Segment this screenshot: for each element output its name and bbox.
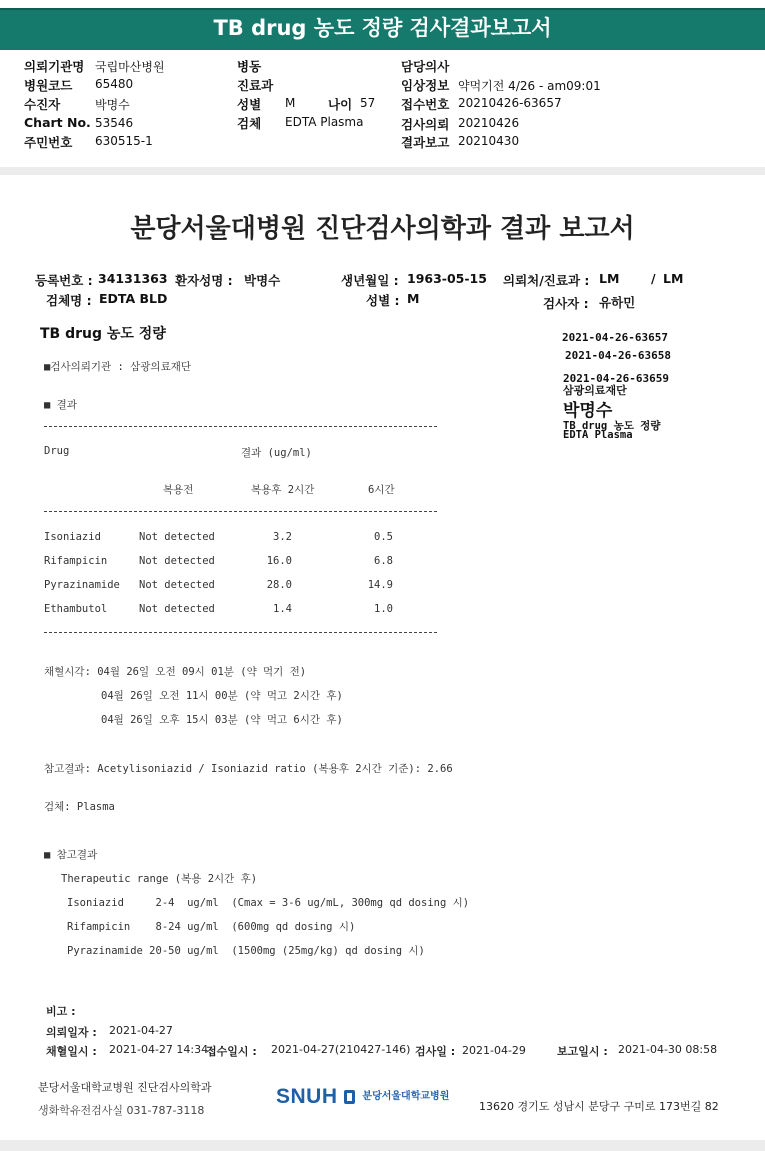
- value-6h: 6.8: [374, 555, 393, 567]
- specimen-name-label: 검체명 :: [46, 293, 92, 308]
- report-time-label: 보고일시 :: [557, 1045, 608, 1058]
- drug-name: Isoniazid: [44, 531, 101, 543]
- stamp-line-2: 2021-04-26-63658: [565, 349, 671, 362]
- patient-name-label: 환자성명 :: [175, 273, 233, 288]
- separator-band: [0, 167, 765, 175]
- stamp-line-3: 2021-04-26-63659: [563, 372, 669, 385]
- test-title: TB drug 농도 정량: [40, 326, 166, 342]
- logo-text: SNUH: [276, 1085, 338, 1108]
- specimen-name-value: EDTA BLD: [99, 291, 168, 306]
- clinical-info-label: 임상정보: [401, 78, 450, 93]
- age-label: 나이: [328, 97, 353, 112]
- value-6h: 0.5: [374, 531, 393, 543]
- col-6h-header: 6시간: [368, 484, 395, 496]
- draw-time-label: 채혈일시 :: [46, 1045, 97, 1058]
- stamp-lab: 삼광의료재단: [563, 384, 627, 397]
- patient-name-value: 박명수: [244, 273, 281, 288]
- requester-value-1: LM: [599, 271, 620, 286]
- value-2h: 1.4: [273, 603, 292, 615]
- result-report-value: 20210430: [458, 134, 520, 148]
- test-date-label: 검사일 :: [415, 1045, 456, 1058]
- remark-label: 비고 :: [46, 1005, 76, 1018]
- hospital-value: 국립마산병원: [95, 60, 165, 74]
- drug-name: Pyrazinamide: [44, 579, 120, 591]
- dept-label: 진료과: [237, 78, 274, 93]
- examiner-value: 유하민: [599, 295, 636, 310]
- value-2h: 16.0: [266, 555, 292, 567]
- age-value: 57: [360, 96, 376, 110]
- examinee-value: 박명수: [95, 98, 130, 112]
- stamp-line-1: 2021-04-26-63657: [562, 331, 668, 344]
- logo-subtext: 분당서울대학교병원: [362, 1091, 450, 1102]
- sampling-time-3: 04월 26일 오후 15시 03분 (약 먹고 6시간 후): [101, 714, 343, 726]
- sex-label-2: 성별 :: [366, 293, 400, 308]
- dob-value: 1963-05-15: [407, 271, 487, 286]
- range-rifampicin: Rifampicin 8-24 ug/ml (600mg qd dosing 시): [67, 921, 356, 933]
- banner-title: TB drug 농도 정량 검사결과보고서: [213, 16, 552, 40]
- chart-no-label: Chart No.: [24, 115, 91, 130]
- draw-time-value: 2021-04-27 14:34: [109, 1043, 209, 1056]
- receipt-time-value: 2021-04-27(210427-146): [271, 1043, 411, 1056]
- resident-no-label: 주민번호: [24, 135, 73, 150]
- specimen-label: 검체: [237, 116, 262, 131]
- sampling-time-1: 채혈시각: 04월 26일 오전 09시 01분 (약 먹기 전): [44, 666, 307, 678]
- range-pyrazinamide: Pyrazinamide 20-50 ug/ml (1500mg (25mg/kg) qd dosing 시): [67, 945, 425, 957]
- address: 13620 경기도 성남시 분당구 구미로 173번길 82: [479, 1100, 719, 1113]
- drug-name: Ethambutol: [44, 603, 108, 615]
- logo-mark-icon: [344, 1090, 355, 1104]
- therapeutic-range-title: Therapeutic range (복용 2시간 후): [61, 873, 258, 885]
- drug-name: Rifampicin: [44, 555, 108, 567]
- report-title: 분당서울대병원 진단검사의학과 결과 보고서: [130, 214, 635, 244]
- col-before-header: 복용전: [163, 484, 194, 496]
- receipt-no-value: 20210426-63657: [458, 96, 562, 110]
- divider: [44, 511, 437, 512]
- department-name: 분당서울대학교병원 진단검사의학과: [38, 1081, 212, 1094]
- receipt-no-label: 접수번호: [401, 97, 450, 112]
- sex-value: M: [285, 96, 296, 110]
- sex-value-2: M: [407, 291, 420, 306]
- divider: [44, 632, 437, 633]
- reference-result: 참고결과: Acetylisoniazid / Isoniazid ratio (복용후 2시간 기준): 2.66: [44, 763, 453, 775]
- receipt-time-label: 접수일시 :: [206, 1045, 257, 1058]
- value-2h: 28.0: [266, 579, 292, 591]
- dob-label: 생년월일 :: [341, 273, 399, 288]
- value-before: Not detected: [139, 579, 215, 591]
- request-date-value: 20210426: [458, 116, 520, 130]
- request-date-label: 검사의뢰: [401, 117, 450, 132]
- ward-label: 병동: [237, 59, 262, 74]
- clinical-info-value: 약먹기전 4/26 - am09:01: [458, 79, 601, 93]
- col-2h-header: 복용후 2시간: [251, 484, 315, 496]
- specimen-line: 검체: Plasma: [44, 801, 115, 813]
- result-heading: ■ 결과: [44, 399, 77, 411]
- sampling-time-2: 04월 26일 오전 11시 00분 (약 먹고 2시간 후): [101, 690, 343, 702]
- requester-separator: /: [651, 271, 656, 286]
- reference-heading: ■ 참고결과: [44, 849, 98, 861]
- result-report-label: 결과보고: [401, 135, 450, 150]
- snuh-logo: [276, 1085, 449, 1109]
- lab-phone: 생화학유전검사실 031-787-3118: [38, 1104, 205, 1117]
- result-unit-header: 결과 (ug/ml): [241, 447, 312, 459]
- examiner-label: 검사자 :: [543, 296, 589, 311]
- value-2h: 3.2: [273, 531, 292, 543]
- request-date-label: 의뢰일자 :: [46, 1026, 97, 1039]
- hospital-code-label: 병원코드: [24, 78, 73, 93]
- hospital-code-value: 65480: [95, 77, 134, 91]
- specimen-value: EDTA Plasma: [285, 115, 364, 129]
- requesting-lab-line: ■검사의뢰기관 : 삼광의료재단: [44, 361, 192, 373]
- reg-no-value: 34131363: [98, 271, 168, 286]
- test-date-value: 2021-04-29: [462, 1044, 526, 1057]
- chart-no-value: 53546: [95, 116, 134, 130]
- stamp-specimen: EDTA Plasma: [563, 429, 633, 441]
- bottom-band: [0, 1140, 765, 1151]
- drug-column-header: Drug: [44, 445, 70, 457]
- value-6h: 1.0: [374, 603, 393, 615]
- value-before: Not detected: [139, 603, 215, 615]
- stamp-test: TB drug 농도 정량: [563, 420, 661, 432]
- examinee-label: 수진자: [24, 97, 61, 112]
- sex-label: 성별: [237, 97, 262, 112]
- value-6h: 14.9: [367, 579, 393, 591]
- doctor-label: 담당의사: [401, 59, 450, 74]
- requester-label: 의뢰처/진료과 :: [503, 273, 590, 288]
- stamp-name: 박명수: [563, 401, 613, 421]
- value-before: Not detected: [139, 555, 215, 567]
- range-isoniazid: Isoniazid 2-4 ug/ml (Cmax = 3-6 ug/mL, 300mg qd dosing 시): [67, 897, 470, 909]
- hospital-label: 의뢰기관명: [24, 59, 85, 74]
- value-before: Not detected: [139, 531, 215, 543]
- divider: [44, 426, 437, 427]
- report-time-value: 2021-04-30 08:58: [618, 1043, 718, 1056]
- resident-no-value: 630515-1: [95, 134, 153, 148]
- requester-value-2: LM: [663, 271, 684, 286]
- request-date-value: 2021-04-27: [109, 1024, 173, 1037]
- reg-no-label: 등록번호 :: [35, 273, 93, 288]
